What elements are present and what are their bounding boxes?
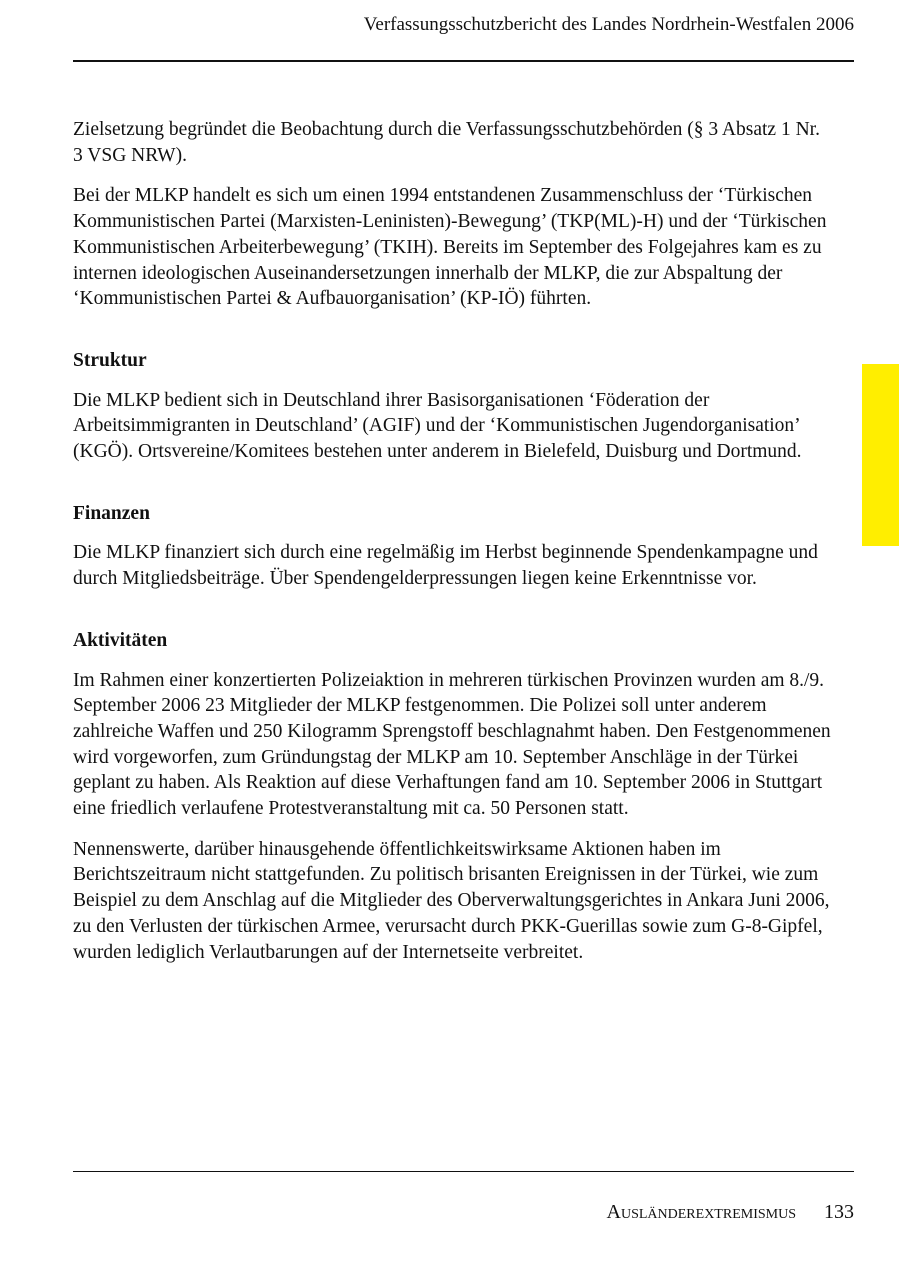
page-number: 133 [824, 1201, 854, 1223]
paragraph-struktur: Die MLKP bedient sich in Deutschland ihrer Basisorganisationen ‘Föderation der Arbeitsimmigranten in Deutschland’ (AGIF) und der ‘Kommunistischen Jugendorganisation’ (KGÖ). Ortsvereine/Komitees bestehen unter anderem in Bielefeld, Duisburg und Dortmund. [73, 389, 802, 463]
heading-aktivitaeten: Aktivitäten [73, 629, 168, 651]
paragraph-aktivitaeten-2: Nennenswerte, darüber hinausgehende öffentlichkeitswirksame Aktionen haben im Berichtszeitraum nicht stattgefunden. Zu politisch brisanten Ereignissen in der Türkei, wie zum Beispiel zu dem Anschlag auf die Mitglieder des Oberverwaltungsgerichtes in Ankara Juni 2006, zu den Verlusten der türkischen Armee, verursacht durch PKK-Guerillas sowie zum G-8-Gipfel, wurden lediglich Verlautbarungen auf der Internetseite verbreitet. [73, 838, 830, 963]
heading-finanzen: Finanzen [73, 502, 150, 524]
main-content [73, 117, 833, 980]
footer-divider [73, 1171, 854, 1172]
running-header: Verfassungsschutzbericht des Landes Nordrhein-Westfalen 2006 [363, 14, 854, 35]
chapter-tab-marker [862, 364, 899, 546]
heading-struktur: Struktur [73, 349, 147, 371]
footer-section-title: Ausländerextremismus [606, 1201, 796, 1223]
paragraph-mlkp-origin: Bei der MLKP handelt es sich um einen 1994 entstandenen Zusammenschluss der ‘Türkischen Kommunistischen Partei (Marxisten-Leninisten)-Bewegung’ (TKP(ML)-H) und der ‘Türkischen Kommunistischen Arbeiterbewegung’ (TKIH). Bereits im September des Folgejahres kam es zu internen ideologischen Auseinandersetzungen innerhalb der MLKP, die zur Abspaltung der ‘Kommunistischen Partei & Aufbauorganisation’ (KP-IÖ) führten. [73, 185, 827, 310]
page-footer [607, 1200, 854, 1224]
paragraph-intro: Zielsetzung begründet die Beobachtung durch die Verfassungsschutzbehörden (§ 3 Absatz 1 Nr. 3 VSG NRW). [73, 119, 820, 166]
paragraph-aktivitaeten-1: Im Rahmen einer konzertierten Polizeiaktion in mehreren türkischen Provinzen wurden am 8./9. September 2006 23 Mitglieder der MLKP festgenommen. Die Polizei soll unter anderem zahlreiche Waffen und 250 Kilogramm Sprengstoff beschlagnahmt haben. Den Festgenommenen wird vorgeworfen, zum Gründungstag der MLKP am 10. September Anschläge in der Türkei geplant zu haben. Als Reaktion auf diese Verhaftungen fand am 10. September 2006 in Stuttgart eine friedlich verlaufene Protestveranstaltung mit ca. 50 Personen statt. [73, 669, 831, 820]
header-divider [73, 60, 854, 62]
paragraph-finanzen: Die MLKP finanziert sich durch eine regelmäßig im Herbst beginnende Spendenkampagne und durch Mitgliedsbeiträge. Über Spendengelderpressungen liegen keine Erkenntnisse vor. [73, 542, 818, 590]
